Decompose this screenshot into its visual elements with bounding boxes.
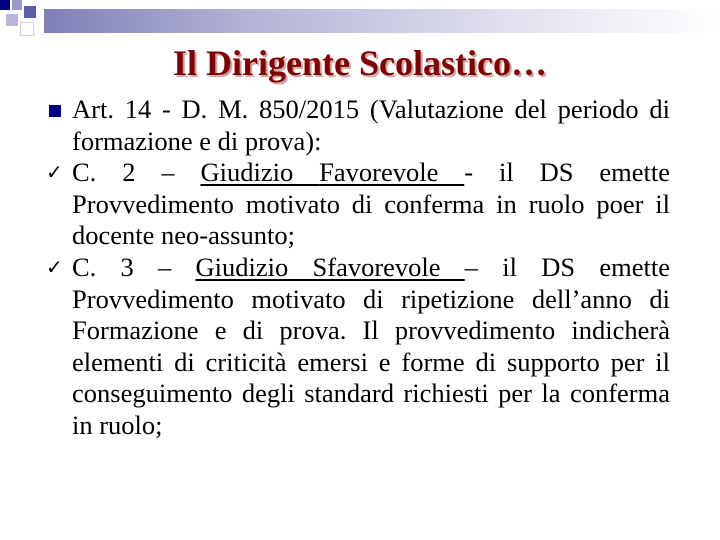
checkmark-bullet-icon: ✓ — [46, 160, 63, 185]
item-suffix: - il DS emette Provvedimento motivato di conferma in ruolo poer il docente neo-assunto; — [72, 157, 670, 251]
item-prefix: C. 2 – — [72, 157, 201, 188]
list-item — [26, 252, 670, 442]
item-text: Art. 14 - D. M. 850/2015 (Valutazione del periodo di formazione e di prova): — [72, 94, 670, 156]
decor-square-mid — [24, 6, 36, 18]
item-underlined-outcome: Sfavorevole — [312, 251, 465, 282]
square-bullet-icon — [49, 105, 61, 117]
item-suffix: – il DS emette Provvedimento motivato di ripetizione dell’anno di Formazione e di prova. Il provvedimento indicherà elementi di criticità emersi e forme di supporto per il conseguimento degli standard richiesti per la conferma in ruolo; — [72, 251, 670, 440]
decor-square-white — [20, 22, 34, 36]
item-prefix: C. 3 – — [72, 251, 196, 282]
item-underlined-outcome: Favorevole — [319, 157, 465, 188]
decor-square-light-2 — [6, 14, 18, 26]
decor-square-dark — [0, 0, 10, 10]
decor-square-light — [12, 0, 22, 10]
slide-title: Il Dirigente Scolastico… — [173, 43, 547, 83]
slide-content — [26, 94, 670, 442]
list-item — [26, 94, 670, 157]
item-underlined-judgment: Giudizio — [200, 157, 320, 188]
header-gradient-bar — [44, 9, 720, 33]
item-underlined-judgment: Giudizio — [195, 251, 313, 282]
checkmark-bullet-icon: ✓ — [46, 254, 63, 279]
list-item — [26, 157, 670, 252]
